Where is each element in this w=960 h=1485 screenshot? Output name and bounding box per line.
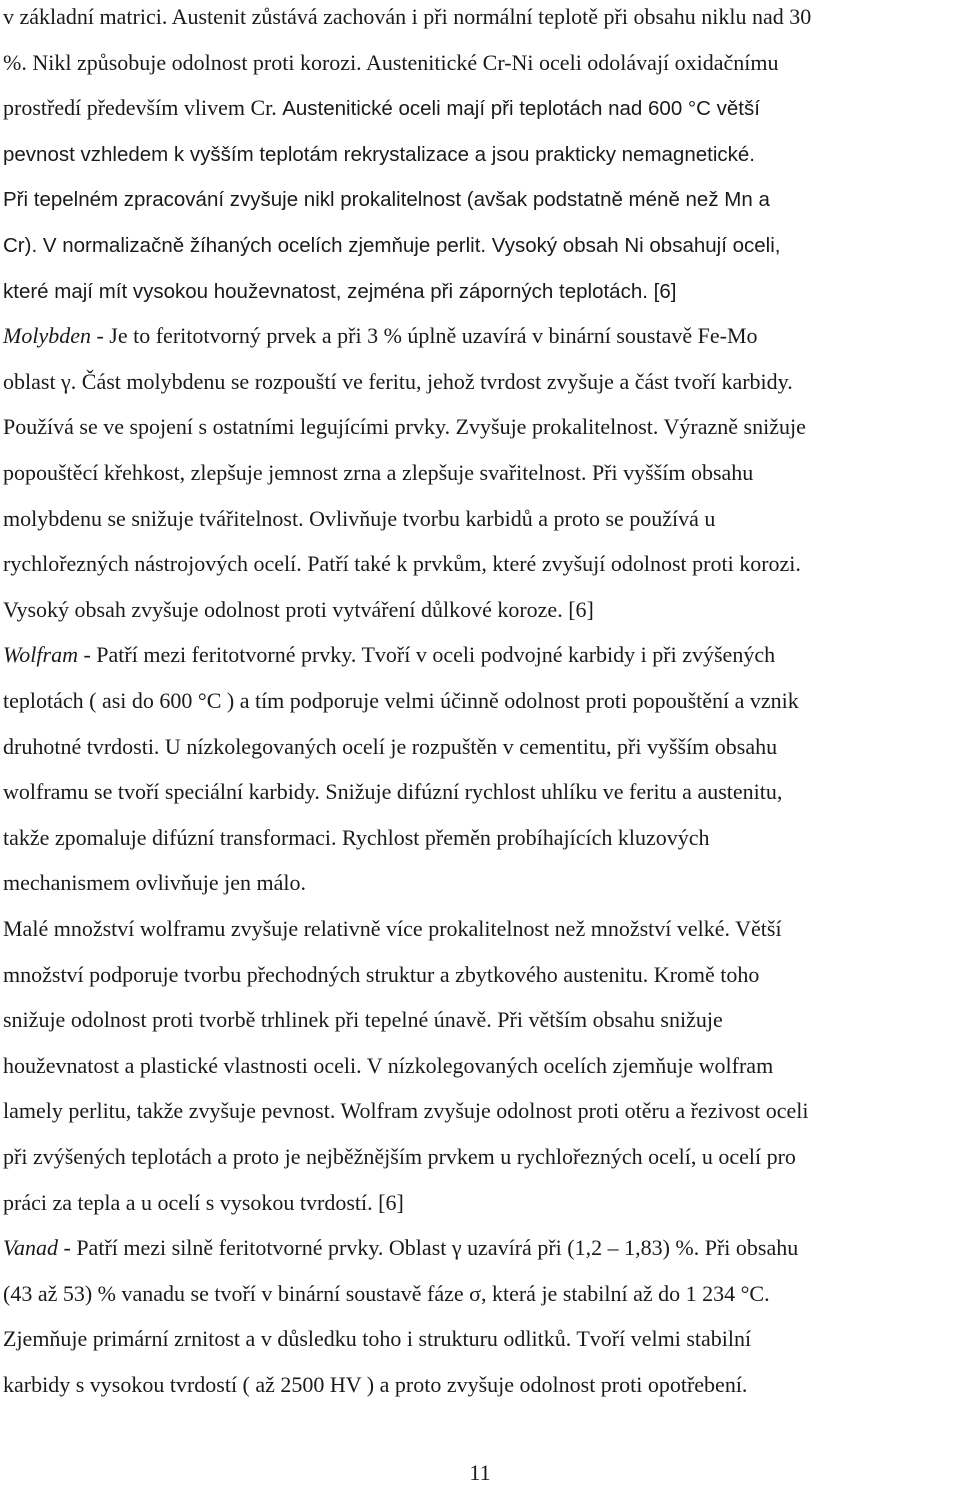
text-segment: práci za tepla a u ocelí s vysokou tvrdostí. [6]: [3, 1189, 404, 1215]
text-line: [3, 1372, 747, 1398]
text-segment: Malé množství wolframu zvyšuje relativně více prokalitelnost než množství velké. Větší: [3, 916, 782, 941]
text-line: [3, 1326, 751, 1352]
text-line: [3, 1144, 796, 1170]
text-line: [3, 962, 759, 988]
text-segment: které mají mít vysokou houževnatost, zejména při záporných teplotách. [6]: [3, 279, 677, 303]
text-line: [3, 597, 594, 623]
text-segment: v základní matrici. Austenit zůstává zachován i při normální teplotě při obsahu niklu nad 30: [3, 4, 812, 29]
text-line: [3, 734, 777, 760]
text-line: [3, 141, 755, 168]
element-heading: Vanad: [3, 1235, 58, 1261]
text-segment: karbidy s vysokou tvrdostí ( až 2500 HV ) a proto zvyšuje odolnost proti opotřebení.: [3, 1372, 748, 1397]
text-line: [3, 1098, 809, 1124]
page-number: 11: [469, 1460, 491, 1485]
text-line: [3, 369, 793, 395]
text-segment: - Patří mezi silně feritotvorné prvky. Oblast γ uzavírá při (1,2 – 1,83) %. Při obsahu: [58, 1235, 799, 1261]
text-segment: Vysoký obsah zvyšuje odolnost proti vytváření důlkové koroze. [6]: [3, 596, 594, 622]
text-segment: - Je to feritotvorný prvek a při 3 % úplně uzavírá v binární soustavě Fe-Mo: [90, 323, 758, 349]
text-segment: Austenitické oceli mají při teplotách nad 600 °C větší: [282, 97, 760, 121]
text-segment: rychlořezných nástrojových ocelí. Patří také k prvkům, které zvyšují odolnost proti korozi.: [3, 551, 801, 577]
text-line: [3, 551, 801, 577]
text-line: [3, 460, 753, 486]
text-line: [3, 870, 306, 896]
text-segment: pevnost vzhledem k vyšším teplotám rekrystalizace a jsou prakticky nemagnetické.: [3, 142, 755, 166]
text-segment: lamely perlitu, takže zvyšuje pevnost. Wolfram zvyšuje odolnost proti otěru a řezivost oceli: [3, 1098, 809, 1124]
text-segment: mechanismem ovlivňuje jen málo.: [3, 870, 307, 896]
text-segment: Cr). V normalizačně žíhaných ocelích zjemňuje perlit.: [3, 234, 492, 257]
text-segment: při zvýšených teplotách a proto je nejběžnějším prvkem u rychlořezných ocelí, u ocelí pro: [3, 1144, 796, 1169]
text-segment: %. Nikl způsobuje odolnost proti korozi. Austenitické Cr-Ni oceli odolávají oxidačnímu: [3, 49, 779, 75]
text-line: [3, 916, 782, 942]
text-line: [3, 1190, 404, 1216]
text-segment: Při tepelném zpracování zvyšuje nikl prokalitelnost (avšak podstatně méně než Mn a: [3, 188, 770, 212]
text-line: [3, 688, 799, 714]
text-segment: takže zpomaluje difúzní transformaci. Rychlost přeměn probíhajících kluzových: [3, 824, 710, 850]
text-line: [3, 323, 758, 349]
text-line: [3, 414, 806, 440]
text-segment: molybdenu se snižuje tvářitelnost. Ovlivňuje tvorbu karbidů a proto se používá u: [3, 505, 716, 531]
text-line: [3, 1235, 798, 1261]
element-heading: Molybden: [3, 323, 91, 349]
text-line: [3, 278, 676, 305]
text-segment: Vysoký obsah Ni obsahují oceli,: [491, 234, 781, 257]
text-segment: množství podporuje tvorbu přechodných struktur a zbytkového austenitu. Kromě toho: [3, 961, 760, 987]
text-line: [3, 186, 770, 213]
text-line: [3, 1007, 723, 1033]
text-segment: Zjemňuje primární zrnitost a v důsledku toho i strukturu odlitků. Tvoří velmi stabilní: [3, 1326, 752, 1352]
text-line: [3, 95, 760, 122]
element-heading: Wolfram: [3, 642, 78, 668]
text-segment: druhotné tvrdosti. U nízkolegovaných ocelí je rozpuštěn v cementitu, při vyšším obsahu: [3, 733, 778, 759]
text-line: [3, 779, 782, 805]
text-line: [3, 4, 811, 30]
text-line: [3, 1281, 770, 1307]
text-line: [3, 642, 775, 668]
text-segment: Používá se ve spojení s ostatními legujícími prvky. Zvyšuje prokalitelnost. Výrazně snižuje: [3, 414, 806, 440]
text-segment: snižuje odolnost proti tvorbě trhlinek při tepelné únavě. Při větším obsahu snižuje: [3, 1007, 723, 1033]
text-line: [3, 232, 780, 259]
text-line: [3, 1053, 773, 1079]
text-line: [3, 50, 779, 76]
text-segment: (43 až 53) % vanadu se tvoří v binární soustavě fáze σ, která je stabilní až do 1 234 °C.: [3, 1280, 770, 1306]
text-segment: oblast γ. Část molybdenu se rozpouští ve feritu, jehož tvrdost zvyšuje a část tvoří karbidy.: [3, 368, 793, 394]
text-segment: wolframu se tvoří speciální karbidy. Snižuje difúzní rychlost uhlíku ve feritu a austenitu,: [3, 779, 783, 805]
text-segment: teplotách ( asi do 600 °C ) a tím podporuje velmi účinně odolnost proti popouštění a vznik: [3, 688, 799, 713]
text-line: [3, 506, 715, 532]
text-segment: - Patří mezi feritotvorné prvky. Tvoří v oceli podvojné karbidy i při zvýšených: [77, 642, 776, 668]
text-line: [3, 825, 710, 851]
text-segment: popouštěcí křehkost, zlepšuje jemnost zrna a zlepšuje svařitelnost. Při vyšším obsahu: [3, 460, 754, 485]
text-segment: prostředí především vlivem Cr.: [3, 95, 283, 121]
text-segment: houževnatost a plastické vlastnosti oceli. V nízkolegovaných ocelích zjemňuje wolfram: [3, 1052, 774, 1078]
